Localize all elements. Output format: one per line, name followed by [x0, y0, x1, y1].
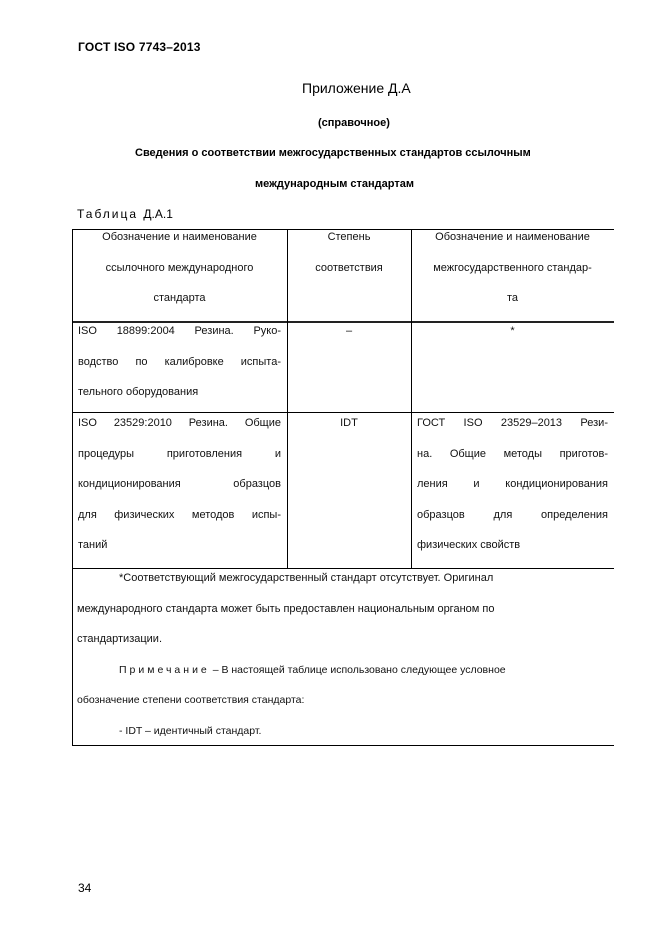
cell-line: для физических методов испы- — [78, 508, 281, 521]
table-row-2-interstate — [417, 408, 608, 561]
table-header-degree — [289, 222, 409, 283]
table-caption-prefix: Таблица — [77, 207, 139, 221]
header-line: та — [506, 292, 519, 304]
cell-line: образцов для определения — [417, 508, 608, 521]
cell-line: кондиционирования образцов — [78, 478, 281, 490]
cell-line: ГОСТ ISO 23529–2013 Рези- — [417, 417, 608, 429]
cell-line: процедуры приготовления и — [78, 447, 281, 460]
note-line: обозначение степени соответствия стандарта: — [77, 694, 305, 706]
table-left-border — [72, 229, 73, 746]
table-header-international — [74, 222, 285, 314]
cell-line: таний — [78, 539, 108, 551]
table-column-divider-1 — [287, 229, 288, 569]
note-line — [77, 655, 608, 686]
cell-line: ления и кондиционирования — [417, 478, 608, 490]
cell-line: тельного оборудования — [78, 386, 199, 398]
table-footnote — [77, 563, 608, 746]
table-column-divider-2 — [411, 229, 412, 569]
cell-line: ISO 18899:2004 Резина. Руко- — [78, 325, 281, 337]
table-row-2-degree — [289, 408, 409, 439]
table-row-1-degree — [289, 316, 409, 347]
header-line: Обозначение и наименование — [435, 231, 590, 243]
table-caption-number: Д.А.1 — [143, 207, 173, 221]
header-line: межгосударственного стандар- — [433, 261, 592, 274]
document-code: ГОСТ ISO 7743–2013 — [78, 40, 201, 54]
table-row-2-international — [78, 408, 281, 561]
appendix-title: Приложение Д.А — [302, 80, 411, 96]
table-header-interstate — [413, 222, 612, 314]
header-line: ссылочного международного — [105, 261, 254, 274]
header-line: соответствия — [315, 261, 383, 274]
header-line: стандарта — [153, 292, 206, 304]
header-line: Обозначение и наименование — [102, 231, 257, 243]
cell-line: IDT — [340, 417, 358, 429]
page-number: 34 — [78, 881, 92, 895]
appendix-subtitle: (справочное) — [318, 117, 390, 129]
cell-line: * — [510, 325, 515, 337]
footnote-line: международного стандарта может быть предоставлен национальным органом по — [77, 602, 495, 615]
appendix-heading-line-2: международным стандартам — [255, 178, 414, 190]
note-item: - IDT – идентичный стандарт. — [119, 724, 262, 737]
cell-line: водство по калибровке испыта- — [78, 355, 281, 368]
cell-line: на. Общие методы приготов- — [417, 447, 608, 460]
appendix-heading-line-1: Сведения о соответствии межгосударственных стандартов ссылочным — [135, 147, 531, 159]
table-caption — [77, 207, 173, 221]
note-text: – В настоящей таблице использовано следующее условное — [209, 663, 506, 676]
table-row-1-international — [78, 316, 281, 408]
table-row-1-interstate — [413, 316, 612, 347]
cell-line: ISO 23529:2010 Резина. Общие — [78, 417, 281, 429]
cell-line: физических свойств — [417, 539, 521, 551]
header-line: Степень — [327, 231, 371, 243]
footnote-line: *Соответствующий межгосударственный стандарт отсутствует. Оригинал — [119, 572, 494, 584]
footnote-line: стандартизации. — [77, 633, 163, 645]
note-label: Примечание — [119, 663, 210, 676]
cell-line: – — [345, 325, 353, 337]
